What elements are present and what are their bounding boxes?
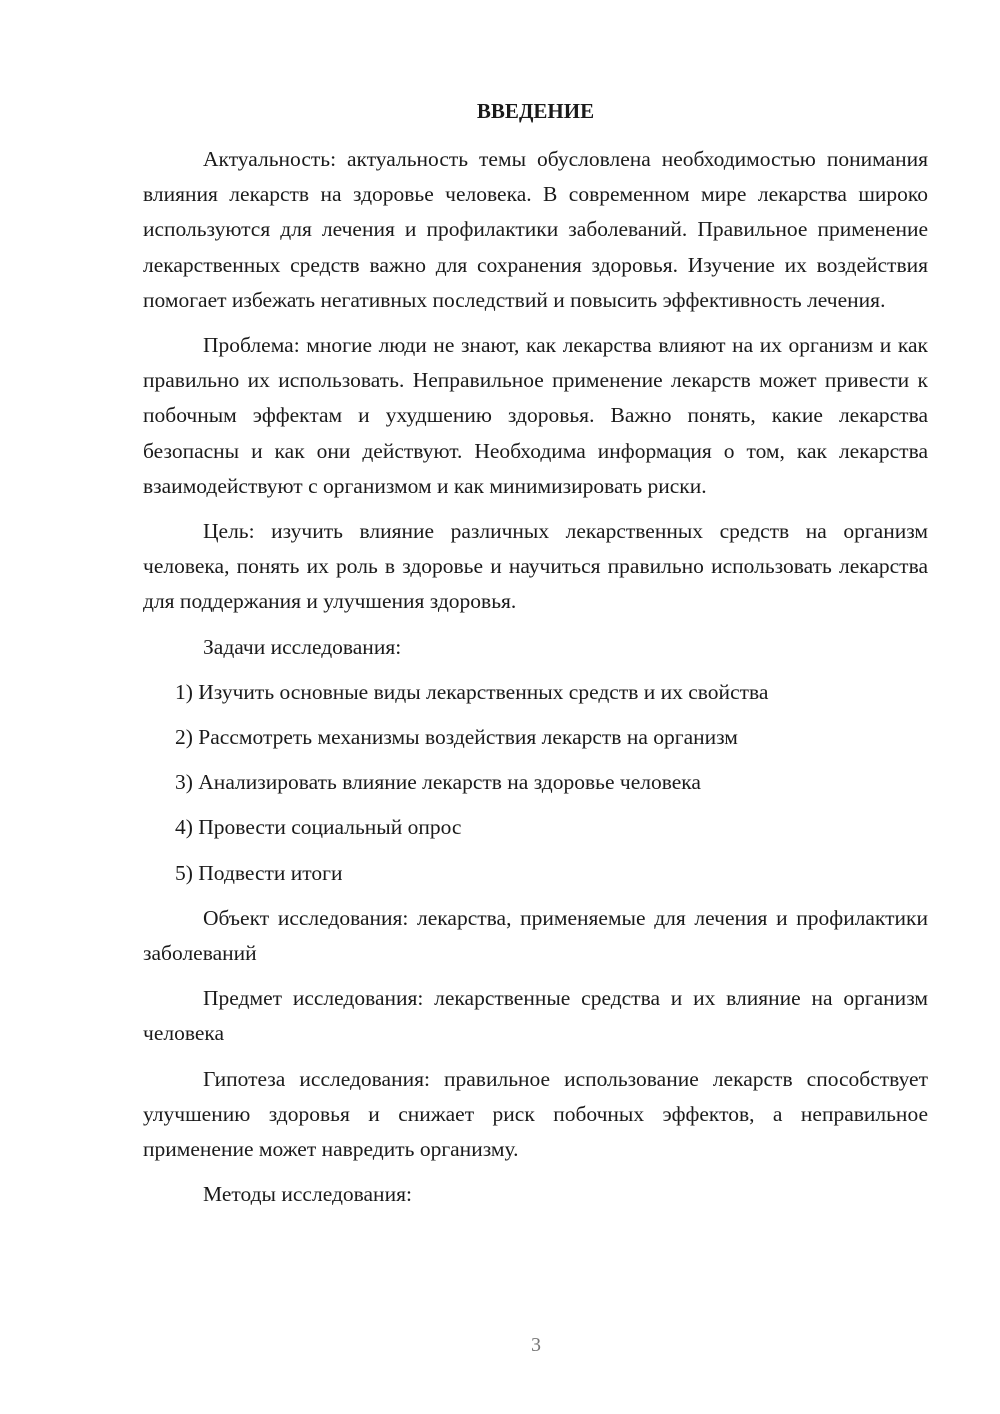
list-item: 3) Анализировать влияние лекарств на здоровье человека [175,770,701,795]
object-paragraph: Объект исследования: лекарства, применяемые для лечения и профилактики заболеваний [143,905,928,966]
tasks-heading: Задачи исследования: [203,634,402,659]
relevance-paragraph: Актуальность: актуальность темы обусловлена необходимостью понимания влияния лекарств на здоровье человека. В современном мире лекарства широко используются для лечения и профилактики заболеваний. Правильное применение лекарственных средств важно для сохранения здоровья. Изучение их воздействия помогает избежать негативных последствий и повысить эффективность лечения. [143,147,928,312]
subject-paragraph: Предмет исследования: лекарственные средства и их влияние на организм человека [143,986,928,1046]
list-item: 4) Провести социальный опрос [175,815,462,840]
list-item: 1) Изучить основные виды лекарственных средств и их свойства [175,679,769,704]
list-item: 5) Подвести итоги [175,860,343,885]
page-number: 3 [531,1334,541,1356]
page-content [143,142,928,1222]
hypothesis-paragraph: Гипотеза исследования: правильное использование лекарств способствует улучшению здоровья и снижает риск побочных эффектов, а неправильное применение может навредить организму. [143,1066,928,1162]
goal-paragraph: Цель: изучить влияние различных лекарственных средств на организм человека, понять их роль в здоровье и научиться правильно использовать лекарства для поддержания и улучшения здоровья. [143,519,928,614]
page-title: ВВЕДЕНИЕ [476,99,595,123]
problem-paragraph: Проблема: многие люди не знают, как лекарства влияют на их организм и как правильно их использовать. Неправильное применение лекарств может привести к побочным эффектам и ухудшению здоровья. Важно понять, какие лекарства безопасны и как они действуют. Необходима информация о том, как лекарства взаимодействуют с организмом и как минимизировать риски. [143,333,928,498]
list-item: 2) Рассмотреть механизмы воздействия лекарств на организм [175,725,738,750]
tasks-list [143,675,928,891]
methods-heading: Методы исследования: [203,1182,412,1207]
